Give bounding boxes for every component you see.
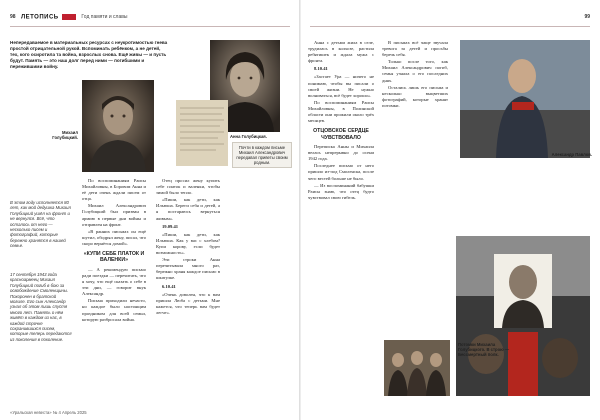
caption-alexander: Александр Павлов. (551, 152, 592, 157)
portrait-misha-image (82, 80, 154, 172)
page-footer: «Уральская невеста» № 4 Апрель 2025 (10, 410, 87, 415)
col1-para-3: «В ранних письмах он ещё шутил, ободрял жену, писал, что скоро вернётся домой». (82, 228, 146, 246)
sidebar-note-bottom: 17 сентября 1943 года красноармеец Михаил Голубицкий погиб в бою за освобождение Смоленщины. Похоронен в братской могиле. Его сын Александр узнал об этом лишь спустя много лет. Память о нём живёт в каждом из нас, в каждой строчке сохранившихся писем, которые теперь передаются из поколения в поколение. (10, 272, 72, 342)
col3-heading: ОТЦОВСКОЕ СЕРДЦЕ ЧУВСТВОВАЛО (313, 128, 369, 141)
col4-para-3: Остались лишь его письма и несколько выцветших фотографий, которые хранят потомки. (382, 84, 448, 108)
caption-misha: Михаил Голубицкий. (52, 130, 78, 140)
photo-misha (82, 80, 154, 172)
article-intro: Непередаваемое в материальных ресурсах с неукротимостью гнева простой отрицательной рукой. Вспоминать ребёнком, а не детей, тех, кого осиротила та война, взрослых снова. Ещё живы — и пусть будут. Память — это наш долг перед ними — погибшими и пережившими войну. (10, 40, 168, 69)
col3-para-1: Анна с детьми жила в селе, трудилась в колхозе, растила ребятишек и ждала мужа с фронта. (308, 40, 374, 64)
col1-para-2: Михаил Александрович Голубицкий был призван в армию в первые дни войны и отправлен на фронт. (82, 203, 146, 227)
photo-letter (176, 100, 228, 166)
col3-para-6: — Из воспоминаний бабушки Раисы знаю, что отец будто чувствовал свою гибель. (308, 182, 374, 200)
section-title: ЛЕТОПИСЬ (20, 14, 59, 21)
col3-para-4: Переписка Анны и Михаила велась непрерывно до осени 1942 года. (308, 144, 374, 162)
col2-para-1: Отец просил жену купить себе платок и валенки, чтобы зимой было тепло. (156, 178, 220, 196)
running-header-left (10, 14, 128, 24)
col1-heading: «КУПИ СЕБЕ ПЛАТОК И ВАЛЕНКИ» (83, 251, 145, 264)
caption-letter: Почти в каждом письме Михаил Александрович передавал приветы своим родным. (232, 142, 292, 168)
col4-para-1: В письмах всё чаще звучала тревога за детей и просьбы беречь себя. (382, 40, 448, 58)
letter-image (176, 100, 228, 166)
photo-family (384, 340, 450, 396)
photo-alexander (460, 40, 590, 158)
col3-para-3: По воспоминаниям Раисы Михайловны, в Полинской области они прожили около трёх месяцев. (308, 99, 374, 124)
col3-para-2: «Застает Ура — ничего не понимаю, чтобы вы писали о своей жизни. Не нужно волноваться, всё будет хорошо». (308, 74, 374, 98)
photo-parade (456, 236, 590, 396)
section-accent-bar (62, 14, 76, 20)
col4-para-2: Только после того, как Михаил Александрович погиб, семья узнала о его последних днях. (382, 59, 448, 83)
article-column-3 (308, 40, 374, 202)
col2-para-2: «Пиши, как дети, как Ильюша. Береги себя и детей, а я постараюсь вернуться живым». (156, 197, 220, 221)
article-column-1 (82, 178, 146, 324)
col1-para-5: Письма приходили нечасто, но каждое было настоящим праздником для всей семьи, которую разбросала война. (82, 298, 146, 322)
letter-date-2: 6.10.41 (162, 283, 176, 289)
col2-para-3: «Пиши, как дети, как Ильюша. Как у вас с хлебом? Купи корову, если будет возможность». (156, 231, 220, 256)
article-column-4 (382, 40, 448, 110)
alexander-image (460, 40, 590, 158)
caption-parade: Потомки Михаила Голубицкого. В строю — Бессмертный полк. (458, 342, 510, 357)
sidebar-note-top: В этом году исполняется 80 лет, как мой дедушка Михаил Голубицкий ушёл на фронт и не вернулся. Всё, что осталось от него — несколько писем и фотографий, которые бережно хранятся в нашей семье. (10, 200, 71, 249)
section-subtitle: Год памяти и славы (81, 14, 128, 21)
letter-date-1: 19.09.41 (162, 223, 179, 229)
header-rule-left (10, 26, 290, 27)
page-number-left: 98 (10, 14, 16, 21)
page-gutter (299, 0, 301, 420)
col1-para-4: — А рекомендую письмо ради поездки — перечитать, что я хочу, что ещё сказать о себе в эти дни, — говорит внук Александр. (82, 266, 146, 297)
page-number-right: 99 (584, 14, 590, 20)
col1-para-1: По воспоминаниям Раисы Михайловны, в Боровом Анна и её дети очень ждали писем от отца. (82, 178, 146, 202)
caption-anna: Анна Голубицкая. (230, 134, 267, 139)
col3-para-5: Последнее письмо от него пришло из-под Смоленска, после чего вестей больше не было. (308, 163, 374, 181)
parade-image (456, 236, 590, 396)
col2-para-4: Эти строки Анна перечитывала много раз, бережно храня каждое письмо в шкатулке. (156, 257, 220, 281)
letter-date-3: 8.10.41 (314, 66, 328, 72)
col2-para-5: «Очень доволен, что к вам пришла Люба с детьми. Мне кажется, что теперь вам будет легче». (156, 291, 220, 315)
family-image (384, 340, 450, 396)
header-rule-right (310, 26, 590, 27)
article-column-2 (156, 178, 220, 317)
